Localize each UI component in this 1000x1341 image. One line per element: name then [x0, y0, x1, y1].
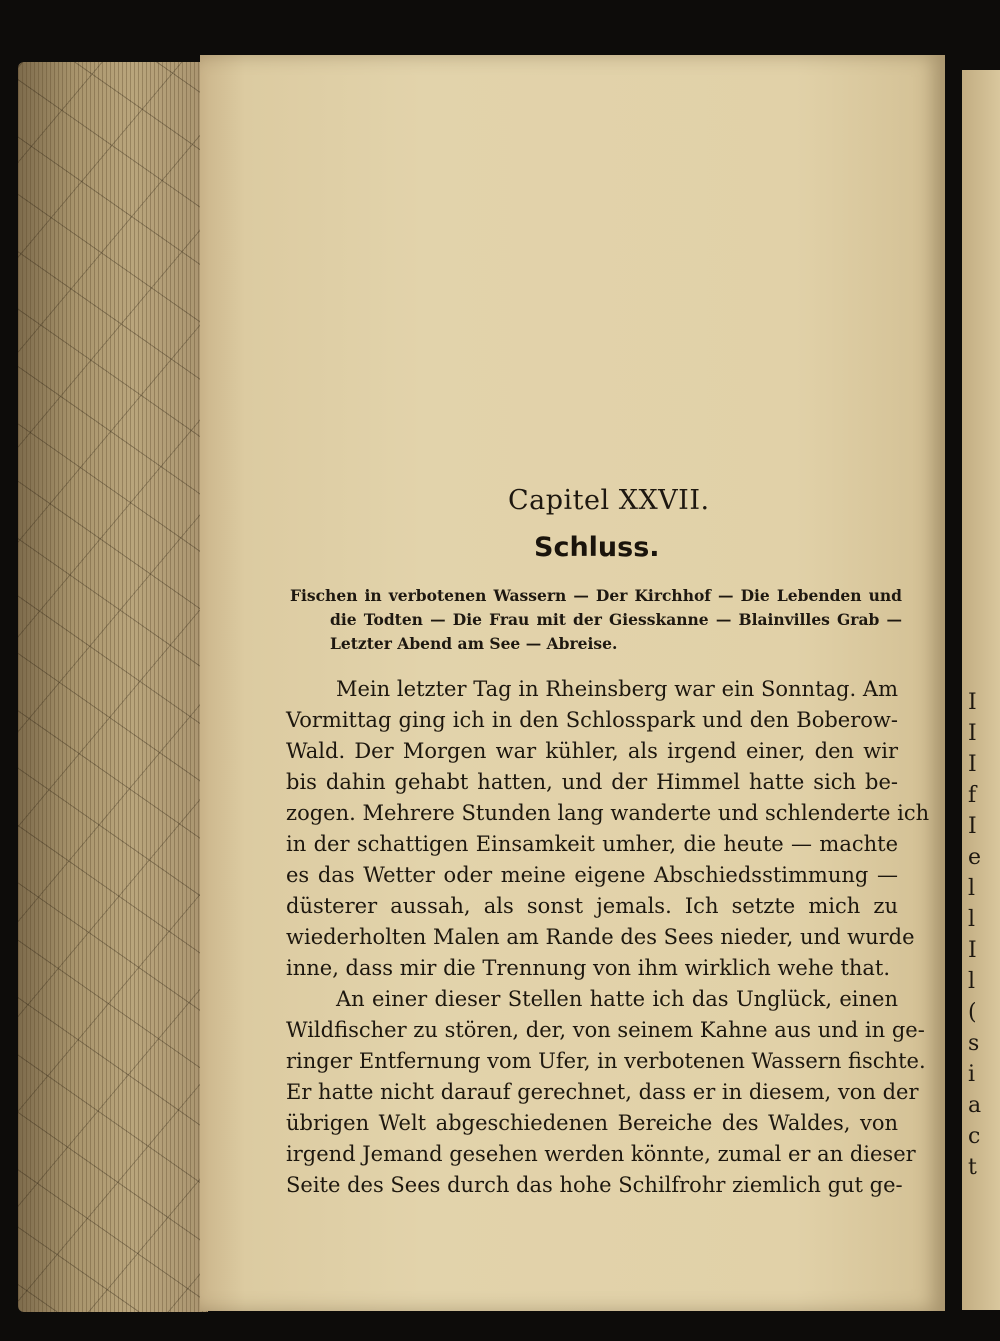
adjacent-page-fragment: ( — [968, 1000, 977, 1025]
adjacent-page-fragment: i — [968, 1062, 976, 1087]
chapter-summary — [290, 584, 902, 656]
text-line: Wildfischer zu stören, der, von seinem Kahne aus und in ge- — [286, 1018, 925, 1042]
adjacent-page-fragment: s — [968, 1031, 980, 1056]
adjacent-page-edge — [962, 70, 1000, 1310]
text-line: übrigen Welt abgeschiedenen Bereiche des Waldes, von — [286, 1111, 898, 1135]
text-line: zogen. Mehrere Stunden lang wanderte und schlenderte ich — [286, 801, 930, 825]
adjacent-page-fragment: I — [968, 752, 977, 777]
adjacent-page-fragment: l — [968, 969, 976, 994]
summary-line: die Todten — Die Frau mit der Giesskanne — Blainvilles Grab — — [330, 610, 902, 629]
adjacent-page-fragment: l — [968, 876, 976, 901]
adjacent-page-fragment: l — [968, 907, 976, 932]
chapter-number: Capitel XXVII. — [508, 485, 710, 516]
text-line: es das Wetter oder meine eigene Abschiedsstimmung — — [286, 863, 898, 887]
body-text — [286, 674, 930, 1201]
book-page-edges — [18, 62, 208, 1312]
text-line: Wald. Der Morgen war kühler, als irgend einer, den wir — [286, 739, 898, 763]
text-line: Seite des Sees durch das hohe Schilfrohr ziemlich gut ge- — [286, 1173, 903, 1197]
text-line: Er hatte nicht darauf gerechnet, dass er in diesem, von der — [286, 1080, 919, 1104]
chapter-title: Schluss. — [534, 532, 660, 563]
summary-line: Letzter Abend am See — Abreise. — [330, 634, 618, 653]
text-line: An einer dieser Stellen hatte ich das Unglück, einen — [336, 987, 898, 1011]
text-line: ringer Entfernung vom Ufer, in verbotenen Wassern fischte. — [286, 1049, 926, 1073]
adjacent-page-fragment: I — [968, 721, 977, 746]
text-line: Vormittag ging ich in den Schlosspark und den Boberow- — [286, 708, 898, 732]
text-line: in der schattigen Einsamkeit umher, die heute — machte — [286, 832, 898, 856]
adjacent-page-fragment: e — [968, 845, 982, 870]
adjacent-page-fragment: t — [968, 1155, 977, 1180]
text-line: irgend Jemand gesehen werden könnte, zumal er an dieser — [286, 1142, 916, 1166]
adjacent-page-fragment: c — [968, 1124, 981, 1149]
text-line: düsterer aussah, als sonst jemals. Ich setzte mich zu — [286, 894, 898, 918]
text-line: wiederholten Malen am Rande des Sees nieder, und wurde — [286, 925, 915, 949]
adjacent-page-fragment: I — [968, 690, 977, 715]
text-line: inne, dass mir die Trennung von ihm wirklich wehe that. — [286, 956, 891, 980]
text-line: bis dahin gehabt hatten, und der Himmel hatte sich be- — [286, 770, 898, 794]
adjacent-page-fragment: I — [968, 814, 977, 839]
adjacent-page-fragment: a — [968, 1093, 982, 1118]
adjacent-page-fragment: I — [968, 938, 977, 963]
summary-line: Fischen in verbotenen Wassern — Der Kirchhof — Die Lebenden und — [290, 586, 902, 605]
adjacent-page-fragment: f — [968, 783, 977, 808]
text-line: Mein letzter Tag in Rheinsberg war ein Sonntag. Am — [336, 677, 898, 701]
